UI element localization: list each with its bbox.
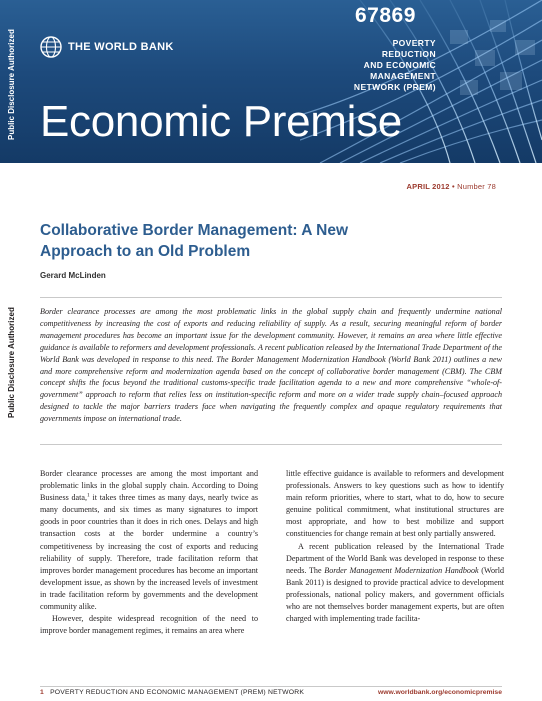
world-bank-logo[interactable]: [40, 36, 174, 58]
abstract-text: Border clearance processes are among the most problematic links in the global supply chain and frequently undermine national competitiveness by increasing the cost of exports and reducing reliability of supply. As a result, securing meaningful reform of border management procedures has become an important issue for the development community. However, it remains an area where little effective guidance is available to reformers and development professionals. A recent publication released by the International Trade Department of the World Bank was developed in response to this need. The Border Management Modernization Handbook (World Bank 2011) outlines a new and more comprehensive reform and modernization agenda based on the concept of collaborative border management (CBM). The CBM concept shifts the focus beyond the traditional customs-specific trade facilitation agenda to a new and more comprehensive “whole-of-government” approach to reform that relies less on institution-specific reform and more on a wider trade supply chain–focused approach designed to tackle the major barriers traders face when navigating the frequently complex and opaque regulatory requirements that governments impose on international trade.: [40, 307, 502, 424]
footer-url-link[interactable]: www.worldbank.org/economicpremise: [377, 689, 502, 696]
article-title: Collaborative Border Management: A New Approach to an Old Problem: [40, 222, 349, 260]
body-paragraph: little effective guidance is available to reformers and development professionals. Answers to key questions such as how to identify main reform priorities, where to start, what to do, how to secure genuine political commitment, what institutional structures are most appropriate, and how to best mobilize and support constituencies for change remain at best only partially answered.: [286, 469, 504, 539]
globe-icon: [40, 36, 62, 58]
body-text: it takes three times as many days, nearly twice as many documents, and six times as many signatures to import goods in poor countries than it does in rich ones. Delays and high transaction costs at the border undermine a country’s competitiveness by increasing the cost of exports and reducing reliability of supply. Therefore, trade facilitation reform that improves border management procedures has become an important development issue, as shown by the increased levels of investment in trade facilitation reform by governments and the development community alike.: [40, 493, 259, 612]
network-line: NETWORK (PREM): [353, 82, 436, 92]
network-line: POVERTY: [392, 38, 436, 48]
body-text: A recent publication released by the International Trade Department of the World Bank was developed in response to these needs. The: [286, 541, 504, 575]
issue-number: Number 78: [457, 182, 496, 191]
page-number: 1: [40, 689, 44, 696]
disclosure-stamp: Public Disclosure Authorized: [7, 307, 16, 418]
network-line: MANAGEMENT: [370, 71, 436, 81]
body-paragraph: [286, 541, 504, 626]
handbook-title: Border Management Modernization Handbook: [324, 565, 479, 575]
issue-line: [407, 182, 496, 191]
footer-network: [40, 689, 304, 696]
document-number: 67869: [355, 4, 416, 27]
abstract-box: [40, 297, 502, 445]
body-column-left: [40, 468, 258, 637]
body-paragraph: [40, 468, 258, 613]
footnote-ref[interactable]: 1: [87, 492, 90, 499]
body-text: Border clearance processes are among the most important and problematic links in the global supply chain. According to Doing Business data,: [40, 469, 258, 503]
issue-separator: •: [451, 182, 455, 191]
footer-divider: [40, 686, 502, 687]
header-banner: [0, 0, 542, 163]
masthead-title: Economic Premise: [40, 97, 402, 146]
body-text: (World Bank 2011) is designed to provide practical advice to development professionals, national policy makers, and government officials who are not themselves border management experts, but are often charged with implementing trade facilita-: [286, 565, 505, 624]
issue-date: APRIL 2012: [406, 182, 450, 191]
network-name: [336, 38, 436, 93]
disclosure-stamp: Public Disclosure Authorized: [7, 29, 16, 140]
network-line: REDUCTION: [381, 49, 436, 59]
network-line: AND ECONOMIC: [363, 60, 436, 70]
article-author: Gerard McLinden: [40, 271, 106, 280]
footer-network-name: POVERTY REDUCTION AND ECONOMIC MANAGEMENT (PREM) NETWORK: [50, 689, 305, 696]
body-column-right: [286, 468, 504, 625]
body-paragraph: However, despite widespread recognition of the need to improve border management regimes, it remains an area where: [40, 614, 258, 636]
org-name: THE WORLD BANK: [68, 41, 174, 53]
